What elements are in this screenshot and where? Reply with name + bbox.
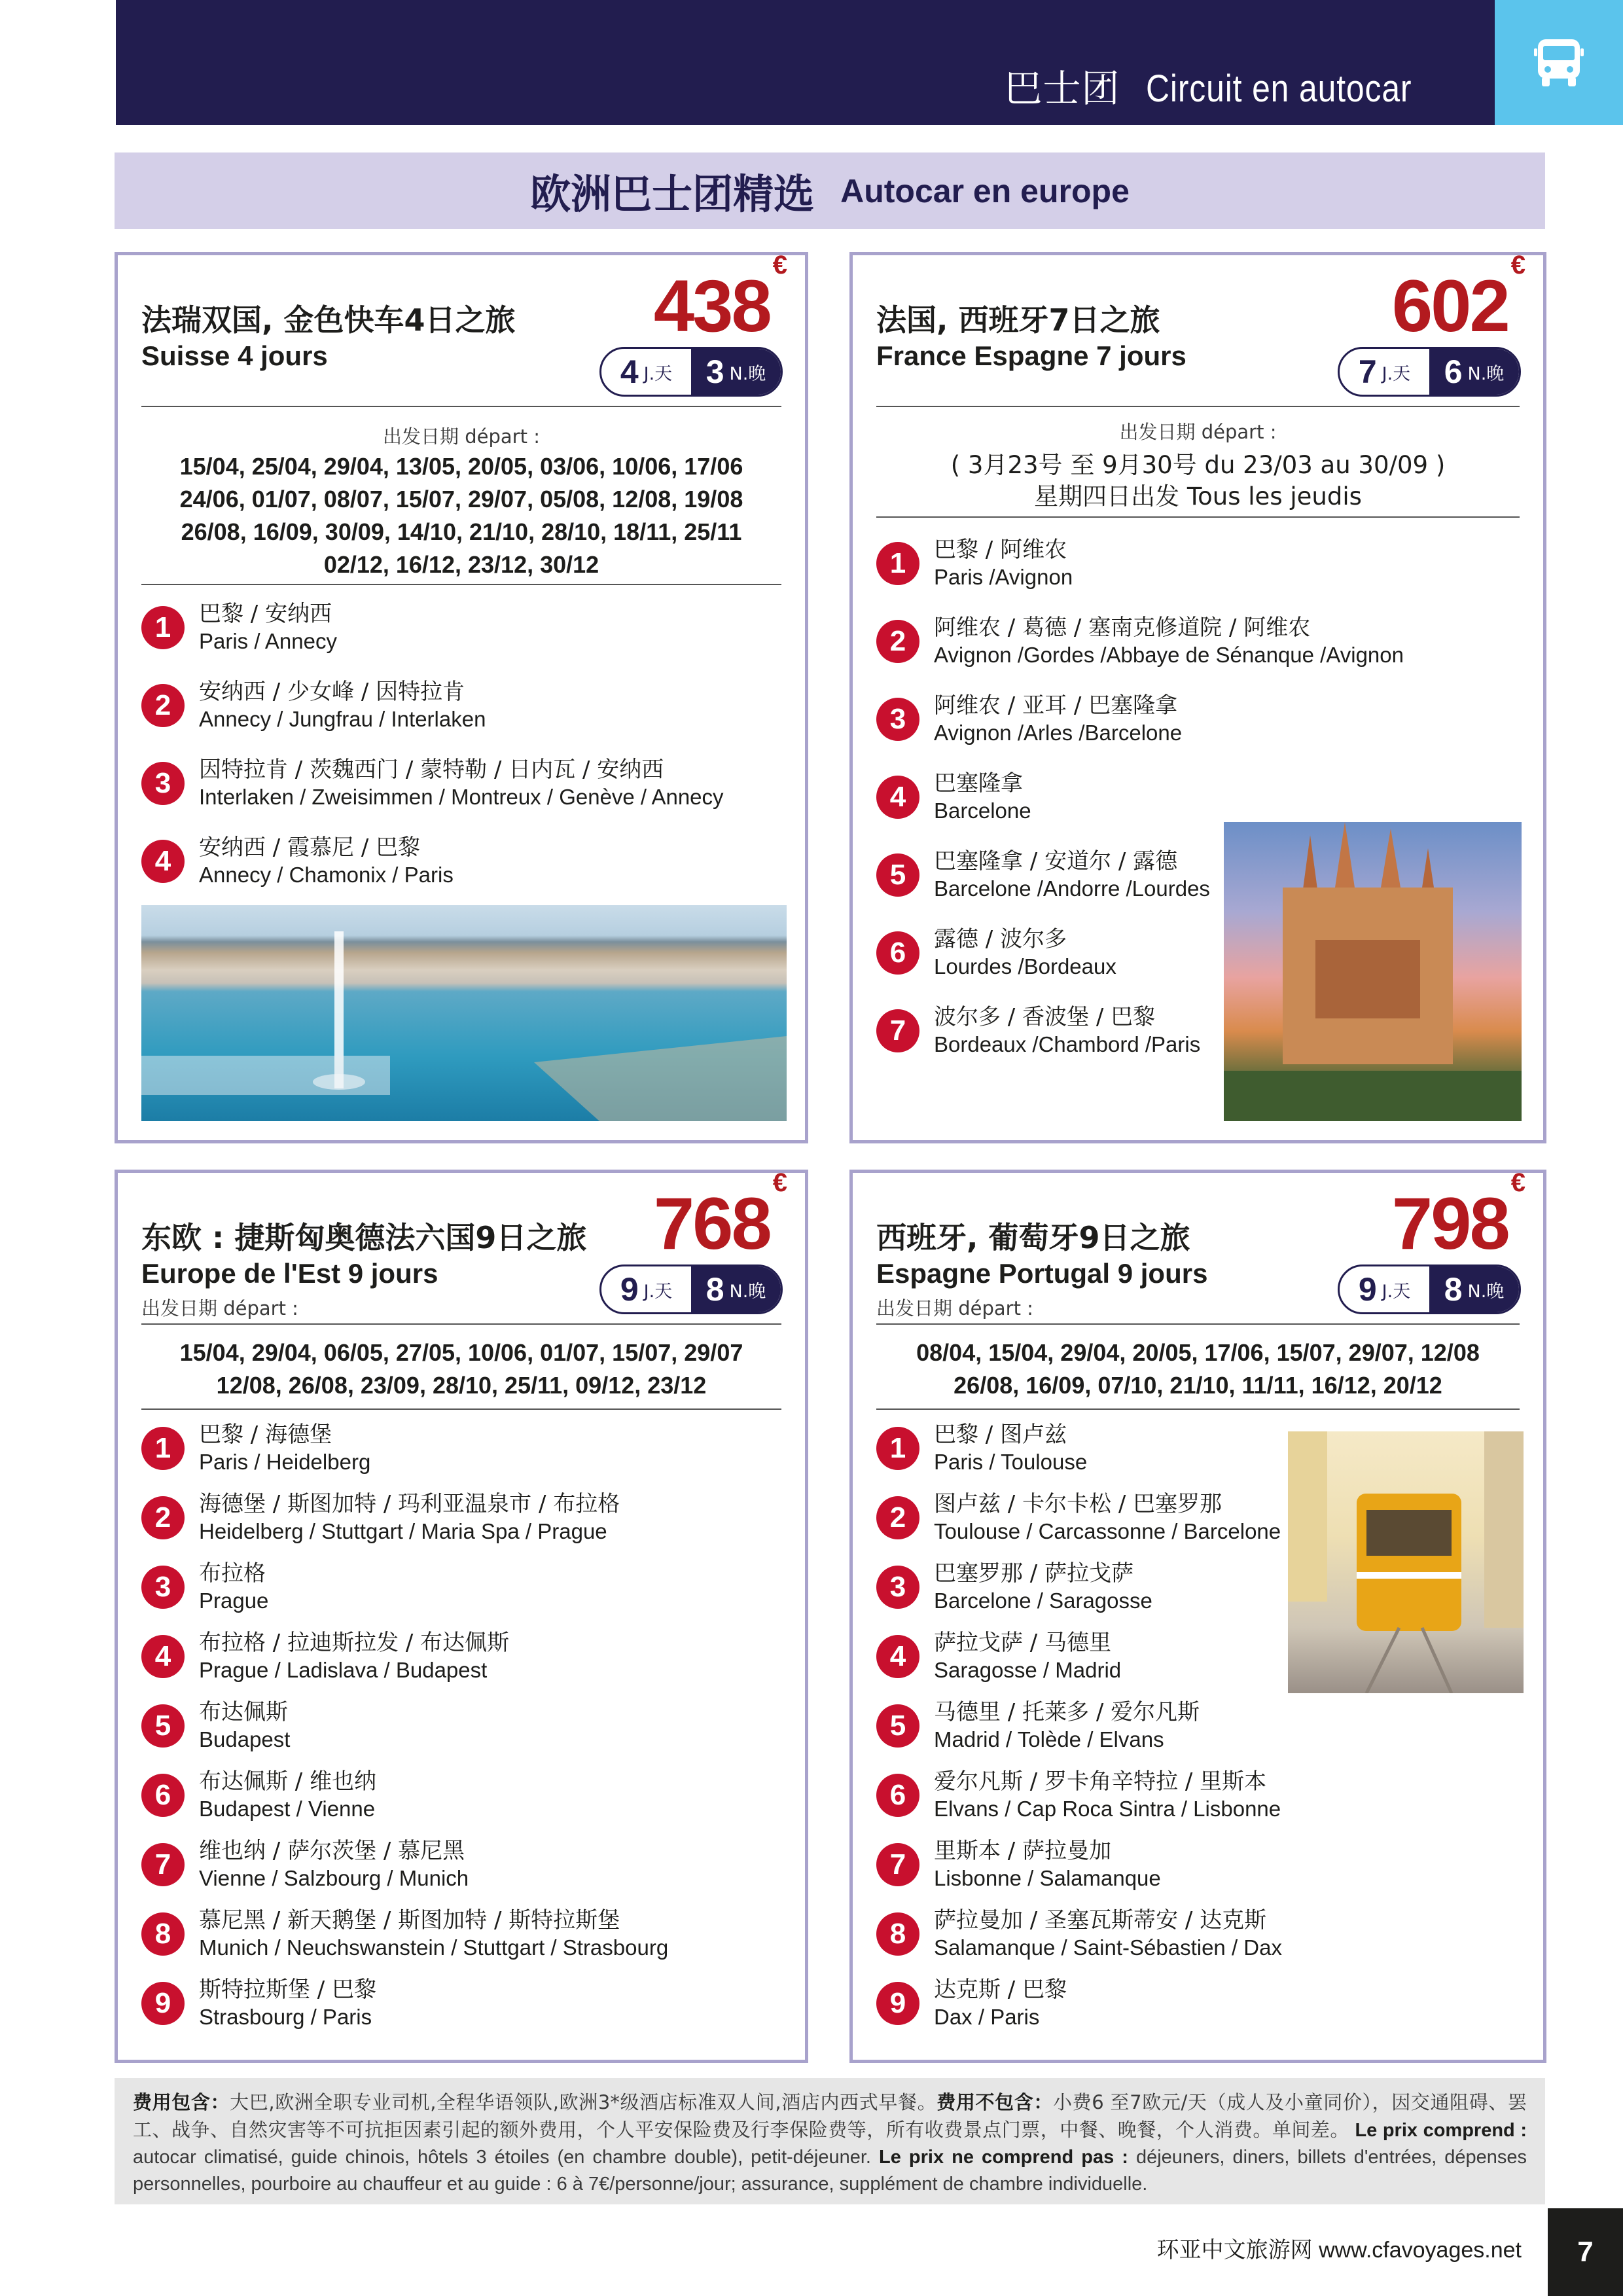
tour-title-fr: France Espagne 7 jours bbox=[876, 340, 1186, 371]
step-cn: 里斯本 / 萨拉曼加 bbox=[934, 1838, 1112, 1864]
step-cn: 巴塞隆拿 bbox=[934, 770, 1023, 797]
header-band bbox=[116, 0, 1495, 125]
step-cn: 巴黎 / 阿维农 bbox=[934, 537, 1067, 563]
lisbon-tram-photo bbox=[1288, 1431, 1524, 1693]
step-fr: Interlaken / Zweisimmen / Montreux / Genève / Annecy bbox=[199, 785, 724, 809]
tour-title-cn: 西班牙, 葡萄牙9日之旅 bbox=[876, 1220, 1190, 1255]
divider bbox=[141, 1323, 781, 1325]
step-number: 1 bbox=[141, 606, 185, 649]
step-cn: 斯特拉斯堡 / 巴黎 bbox=[199, 1977, 377, 2003]
tour-title-cn: 东欧 : 捷斯匈奥德法六国9日之旅 bbox=[141, 1220, 587, 1255]
pricing-info bbox=[115, 2078, 1545, 2204]
days-count: 7 bbox=[1358, 353, 1377, 390]
step-number: 6 bbox=[141, 1774, 185, 1817]
step-fr: Budapest / Vienne bbox=[199, 1797, 376, 1821]
step-number: 3 bbox=[141, 1566, 185, 1609]
step-number: 3 bbox=[876, 698, 919, 741]
itinerary-step bbox=[876, 926, 1116, 980]
itinerary-step bbox=[141, 601, 337, 655]
step-number: 5 bbox=[141, 1704, 185, 1748]
itinerary-step bbox=[141, 1977, 376, 2030]
divider bbox=[141, 1408, 781, 1410]
step-cn: 萨拉曼加 / 圣塞瓦斯蒂安 / 达克斯 bbox=[934, 1907, 1267, 1933]
step-fr: Salamanque / Saint-Sébastien / Dax bbox=[934, 1935, 1282, 1960]
step-fr: Annecy / Chamonix / Paris bbox=[199, 863, 454, 887]
step-number: 8 bbox=[141, 1912, 185, 1956]
days-count: 9 bbox=[1358, 1271, 1377, 1308]
days-label: J.天 bbox=[643, 363, 673, 384]
itinerary-step bbox=[141, 1768, 376, 1822]
divider bbox=[876, 1408, 1520, 1410]
tour-price bbox=[653, 250, 785, 347]
itinerary-step bbox=[141, 834, 454, 888]
tour-title-cn: 法瑞双国, 金色快车4日之旅 bbox=[141, 302, 516, 338]
tour-title-fr: Suisse 4 jours bbox=[141, 340, 328, 371]
step-number: 4 bbox=[876, 776, 919, 819]
departure-dates bbox=[141, 450, 781, 581]
excl-cn-text: 小费6 至7欧元/天（成人及小童同价），因交通阻碍、罢工、战争、自然灾害等不可抗拒因素引起的额外费用，个人平安保险费及行李保险费等，所有收费景点门票，中餐、晚餐，个人消费。单间差。 bbox=[133, 2091, 1527, 2141]
duration-pill bbox=[599, 1265, 783, 1314]
step-number: 4 bbox=[141, 1635, 185, 1678]
step-number: 8 bbox=[876, 1912, 919, 1956]
dates-line: 12/08, 26/08, 23/09, 28/10, 25/11, 09/12, 23/12 bbox=[216, 1372, 707, 1399]
nights-label: N.晚 bbox=[729, 1281, 766, 1302]
excl-fr-text: déjeuners, diners, billets d'entrées, dépenses personnelles, pourboire au chauffeur et au guide : 6 à 7€/personne/jour; assurance, supplément de chambre individuelle. bbox=[133, 2147, 1527, 2195]
step-fr: Budapest bbox=[199, 1727, 291, 1751]
nights-label: N.晚 bbox=[1467, 363, 1505, 384]
dates-line: 26/08, 16/09, 07/10, 21/10, 11/11, 16/12, 20/12 bbox=[954, 1372, 1442, 1399]
days-label: J.天 bbox=[1382, 363, 1411, 384]
price-currency: € bbox=[772, 250, 785, 279]
step-cn: 维也纳 / 萨尔茨堡 / 慕尼黑 bbox=[199, 1838, 465, 1864]
step-number: 6 bbox=[876, 931, 919, 975]
site-name: 环亚中文旅游网 bbox=[1156, 2237, 1313, 2263]
itinerary-step bbox=[876, 1907, 1282, 1961]
step-fr: Paris /Avignon bbox=[934, 565, 1073, 589]
divider bbox=[141, 406, 781, 407]
step-fr: Prague bbox=[199, 1588, 269, 1613]
sagrada-familia-photo bbox=[1224, 822, 1522, 1121]
step-number: 4 bbox=[141, 840, 185, 883]
itinerary-step bbox=[141, 1422, 370, 1475]
step-number: 4 bbox=[876, 1635, 919, 1678]
step-cn: 巴塞隆拿 / 安道尔 / 露德 bbox=[934, 848, 1178, 874]
itinerary-step bbox=[141, 1907, 668, 1961]
itinerary-step bbox=[876, 615, 1404, 668]
duration-pill bbox=[1338, 347, 1521, 397]
step-fr: Annecy / Jungfrau / Interlaken bbox=[199, 707, 486, 731]
days-badge bbox=[1340, 1266, 1429, 1312]
step-cn: 安纳西 / 少女峰 / 因特拉肯 bbox=[199, 679, 465, 705]
price-currency: € bbox=[1510, 250, 1524, 279]
step-number: 9 bbox=[876, 1982, 919, 2025]
header-title-fr: Circuit en autocar bbox=[1146, 67, 1412, 110]
itinerary-step bbox=[876, 1560, 1152, 1614]
days-badge bbox=[601, 349, 691, 395]
departure-weekday: 星期四日出发 Tous les jeudis bbox=[1034, 482, 1362, 511]
step-cn: 布拉格 bbox=[199, 1560, 266, 1587]
price-currency: € bbox=[1510, 1168, 1524, 1197]
itinerary-step bbox=[876, 692, 1182, 746]
step-number: 6 bbox=[876, 1774, 919, 1817]
step-cn: 海德堡 / 斯图加特 / 玛利亚温泉市 / 布拉格 bbox=[199, 1491, 620, 1517]
departure-dates bbox=[876, 1336, 1520, 1402]
dates-line: 26/08, 16/09, 30/09, 14/10, 21/10, 28/10, 18/11, 25/11 bbox=[181, 518, 742, 545]
duration-pill bbox=[1338, 1265, 1521, 1314]
step-cn: 马德里 / 托莱多 / 爱尔凡斯 bbox=[934, 1699, 1200, 1725]
step-number: 3 bbox=[876, 1566, 919, 1609]
step-fr: Vienne / Salzbourg / Munich bbox=[199, 1866, 469, 1890]
itinerary-step bbox=[876, 1768, 1281, 1822]
tour-card-espagne-portugal bbox=[849, 1170, 1546, 2063]
days-badge bbox=[601, 1266, 691, 1312]
dates-line: 08/04, 15/04, 29/04, 20/05, 17/06, 15/07, 29/07, 12/08 bbox=[916, 1339, 1480, 1366]
excl-cn-label: 费用不包含： bbox=[936, 2091, 1054, 2113]
step-fr: Paris / Heidelberg bbox=[199, 1450, 371, 1474]
step-fr: Barcelone bbox=[934, 798, 1031, 823]
itinerary-step bbox=[876, 1977, 1067, 2030]
step-fr: Barcelone / Saragosse bbox=[934, 1588, 1152, 1613]
footer-site bbox=[1157, 2232, 1522, 2264]
days-count: 4 bbox=[620, 353, 639, 390]
itinerary-step bbox=[141, 1630, 509, 1683]
price-value: 602 bbox=[1391, 265, 1508, 347]
step-fr: Avignon /Arles /Barcelone bbox=[934, 721, 1183, 745]
itinerary-step bbox=[141, 679, 486, 732]
nights-badge bbox=[1429, 1266, 1519, 1312]
divider bbox=[876, 406, 1520, 407]
step-number: 2 bbox=[141, 684, 185, 727]
itinerary-step bbox=[141, 1560, 268, 1614]
step-fr: Strasbourg / Paris bbox=[199, 2005, 372, 2029]
tour-card-europe-est bbox=[115, 1170, 808, 2063]
step-cn: 爱尔凡斯 / 罗卡角辛特拉 / 里斯本 bbox=[934, 1768, 1267, 1795]
header-title bbox=[1004, 58, 1455, 113]
step-fr: Elvans / Cap Roca Sintra / Lisbonne bbox=[934, 1797, 1281, 1821]
itinerary-step bbox=[876, 1630, 1121, 1683]
step-number: 9 bbox=[141, 1982, 185, 2025]
nights-badge bbox=[1429, 349, 1519, 395]
step-cn: 慕尼黑 / 新天鹅堡 / 斯图加特 / 斯特拉斯堡 bbox=[199, 1907, 620, 1933]
site-url[interactable]: www.cfavoyages.net bbox=[1319, 2238, 1522, 2263]
days-count: 9 bbox=[620, 1271, 639, 1308]
nights-badge bbox=[691, 1266, 781, 1312]
bus-icon-box bbox=[1495, 0, 1623, 125]
nights-label: N.晚 bbox=[729, 363, 766, 384]
dates-line: 24/06, 01/07, 08/07, 15/07, 29/07, 05/08, 12/08, 19/08 bbox=[179, 486, 743, 512]
step-number: 3 bbox=[141, 762, 185, 805]
step-cn: 巴黎 / 图卢兹 bbox=[934, 1422, 1067, 1448]
step-number: 5 bbox=[876, 853, 919, 897]
step-cn: 巴黎 / 海德堡 bbox=[199, 1422, 332, 1448]
step-cn: 因特拉肯 / 茨魏西门 / 蒙特勒 / 日内瓦 / 安纳西 bbox=[199, 757, 664, 783]
step-number: 2 bbox=[876, 1496, 919, 1539]
dates-line: 15/04, 25/04, 29/04, 13/05, 20/05, 03/06, 10/06, 17/06 bbox=[179, 453, 743, 480]
section-title-cn: 欧洲巴士团精选 bbox=[530, 170, 815, 218]
step-number: 1 bbox=[876, 1427, 919, 1470]
itinerary-step bbox=[141, 757, 724, 810]
itinerary-step bbox=[876, 770, 1031, 824]
tour-title-fr: Europe de l'Est 9 jours bbox=[141, 1258, 438, 1289]
nights-count: 8 bbox=[705, 1271, 724, 1308]
step-cn: 巴塞罗那 / 萨拉戈萨 bbox=[934, 1560, 1134, 1587]
tour-card-france-espagne bbox=[849, 252, 1546, 1143]
step-cn: 阿维农 / 亚耳 / 巴塞隆拿 bbox=[934, 692, 1178, 719]
step-number: 2 bbox=[876, 620, 919, 663]
step-fr: Bordeaux /Chambord /Paris bbox=[934, 1032, 1201, 1056]
departure-label: 出发日期 départ : bbox=[383, 425, 540, 448]
itinerary-step bbox=[876, 1838, 1161, 1892]
step-cn: 达克斯 / 巴黎 bbox=[934, 1977, 1067, 2003]
step-cn: 图卢兹 / 卡尔卡松 / 巴塞罗那 bbox=[934, 1491, 1222, 1517]
step-fr: Avignon /Gordes /Abbaye de Sénanque /Avignon bbox=[934, 643, 1404, 667]
tour-price bbox=[1391, 250, 1524, 347]
incl-cn-label: 费用包含： bbox=[133, 2091, 230, 2113]
step-number: 1 bbox=[876, 542, 919, 585]
divider bbox=[141, 584, 781, 585]
dates-line: 15/04, 29/04, 06/05, 27/05, 10/06, 01/07, 15/07, 29/07 bbox=[179, 1339, 743, 1366]
step-number: 7 bbox=[141, 1843, 185, 1886]
header-title-cn: 巴士团 bbox=[1004, 66, 1120, 111]
step-fr: Saragosse / Madrid bbox=[934, 1658, 1122, 1682]
step-fr: Barcelone /Andorre /Lourdes bbox=[934, 876, 1210, 901]
step-number: 7 bbox=[876, 1843, 919, 1886]
step-fr: Lourdes /Bordeaux bbox=[934, 954, 1116, 978]
itinerary-step bbox=[876, 1699, 1200, 1753]
step-fr: Toulouse / Carcassonne / Barcelone bbox=[934, 1519, 1281, 1543]
nights-count: 3 bbox=[705, 353, 724, 390]
step-number: 7 bbox=[876, 1009, 919, 1052]
nights-badge bbox=[691, 349, 781, 395]
section-title-fr: Autocar en europe bbox=[840, 172, 1130, 209]
itinerary-step bbox=[141, 1491, 620, 1545]
departure-label: 出发日期 départ : bbox=[876, 1297, 1033, 1319]
divider bbox=[876, 1323, 1520, 1325]
tour-title-fr: Espagne Portugal 9 jours bbox=[876, 1258, 1208, 1289]
itinerary-step bbox=[141, 1699, 290, 1753]
page-number: 7 bbox=[1548, 2208, 1623, 2296]
step-cn: 巴黎 / 安纳西 bbox=[199, 601, 332, 627]
step-fr: Dax / Paris bbox=[934, 2005, 1040, 2029]
nights-count: 8 bbox=[1444, 1271, 1463, 1308]
tour-price bbox=[1391, 1168, 1524, 1265]
nights-label: N.晚 bbox=[1467, 1281, 1505, 1302]
tour-card-suisse bbox=[115, 252, 808, 1143]
dates-line: 02/12, 16/12, 23/12, 30/12 bbox=[323, 551, 599, 578]
price-value: 768 bbox=[653, 1183, 770, 1265]
geneva-lake-photo bbox=[141, 905, 787, 1121]
itinerary-step bbox=[876, 1491, 1281, 1545]
step-cn: 露德 / 波尔多 bbox=[934, 926, 1067, 952]
step-fr: Lisbonne / Salamanque bbox=[934, 1866, 1161, 1890]
step-fr: Prague / Ladislava / Budapest bbox=[199, 1658, 488, 1682]
tour-title-cn: 法国, 西班牙7日之旅 bbox=[876, 302, 1160, 338]
price-value: 798 bbox=[1391, 1183, 1508, 1265]
price-value: 438 bbox=[653, 265, 770, 347]
nights-count: 6 bbox=[1444, 353, 1463, 390]
days-badge bbox=[1340, 349, 1429, 395]
excl-fr-label: Le prix ne comprend pas : bbox=[879, 2147, 1128, 2168]
step-fr: Madrid / Tolède / Elvans bbox=[934, 1727, 1164, 1751]
step-cn: 波尔多 / 香波堡 / 巴黎 bbox=[934, 1004, 1156, 1030]
incl-cn-text: 大巴,欧洲全职专业司机,全程华语领队,欧洲3*级酒店标准双人间,酒店内西式早餐。 bbox=[230, 2091, 937, 2113]
divider bbox=[876, 516, 1520, 518]
step-fr: Paris / Toulouse bbox=[934, 1450, 1088, 1474]
step-fr: Munich / Neuchswanstein / Stuttgart / Strasbourg bbox=[199, 1935, 669, 1960]
days-label: J.天 bbox=[1382, 1281, 1411, 1302]
incl-fr-text: autocar climatisé, guide chinois, hôtels 3 étoiles (en chambre double), petit-déjeuner. bbox=[133, 2147, 880, 2168]
departure-label: 出发日期 départ : bbox=[141, 1297, 298, 1319]
departure-period: ( 3月23号 至 9月30号 du 23/03 au 30/09 ) bbox=[950, 451, 1446, 479]
section-title bbox=[115, 152, 1545, 229]
departure-label: 出发日期 départ : bbox=[1119, 421, 1277, 443]
step-cn: 安纳西 / 霞慕尼 / 巴黎 bbox=[199, 834, 421, 861]
itinerary-step bbox=[141, 1838, 469, 1892]
step-number: 1 bbox=[141, 1427, 185, 1470]
step-cn: 布拉格 / 拉迪斯拉发 / 布达佩斯 bbox=[199, 1630, 510, 1656]
incl-fr-label: Le prix comprend : bbox=[1355, 2120, 1527, 2141]
step-cn: 萨拉戈萨 / 马德里 bbox=[934, 1630, 1112, 1656]
step-number: 2 bbox=[141, 1496, 185, 1539]
departure-dates bbox=[141, 1336, 781, 1402]
step-cn: 布达佩斯 bbox=[199, 1699, 288, 1725]
step-number: 5 bbox=[876, 1704, 919, 1748]
itinerary-step bbox=[876, 1422, 1087, 1475]
itinerary-step bbox=[876, 1004, 1200, 1058]
tour-price bbox=[653, 1168, 785, 1265]
itinerary-step bbox=[876, 537, 1073, 590]
step-fr: Heidelberg / Stuttgart / Maria Spa / Prague bbox=[199, 1519, 607, 1543]
step-cn: 布达佩斯 / 维也纳 bbox=[199, 1768, 377, 1795]
bus-icon bbox=[1534, 37, 1584, 89]
itinerary-step bbox=[876, 848, 1210, 902]
step-fr: Paris / Annecy bbox=[199, 629, 337, 653]
step-cn: 阿维农 / 葛德 / 塞南克修道院 / 阿维农 bbox=[934, 615, 1311, 641]
days-label: J.天 bbox=[643, 1281, 673, 1302]
price-currency: € bbox=[772, 1168, 785, 1197]
duration-pill bbox=[599, 347, 783, 397]
